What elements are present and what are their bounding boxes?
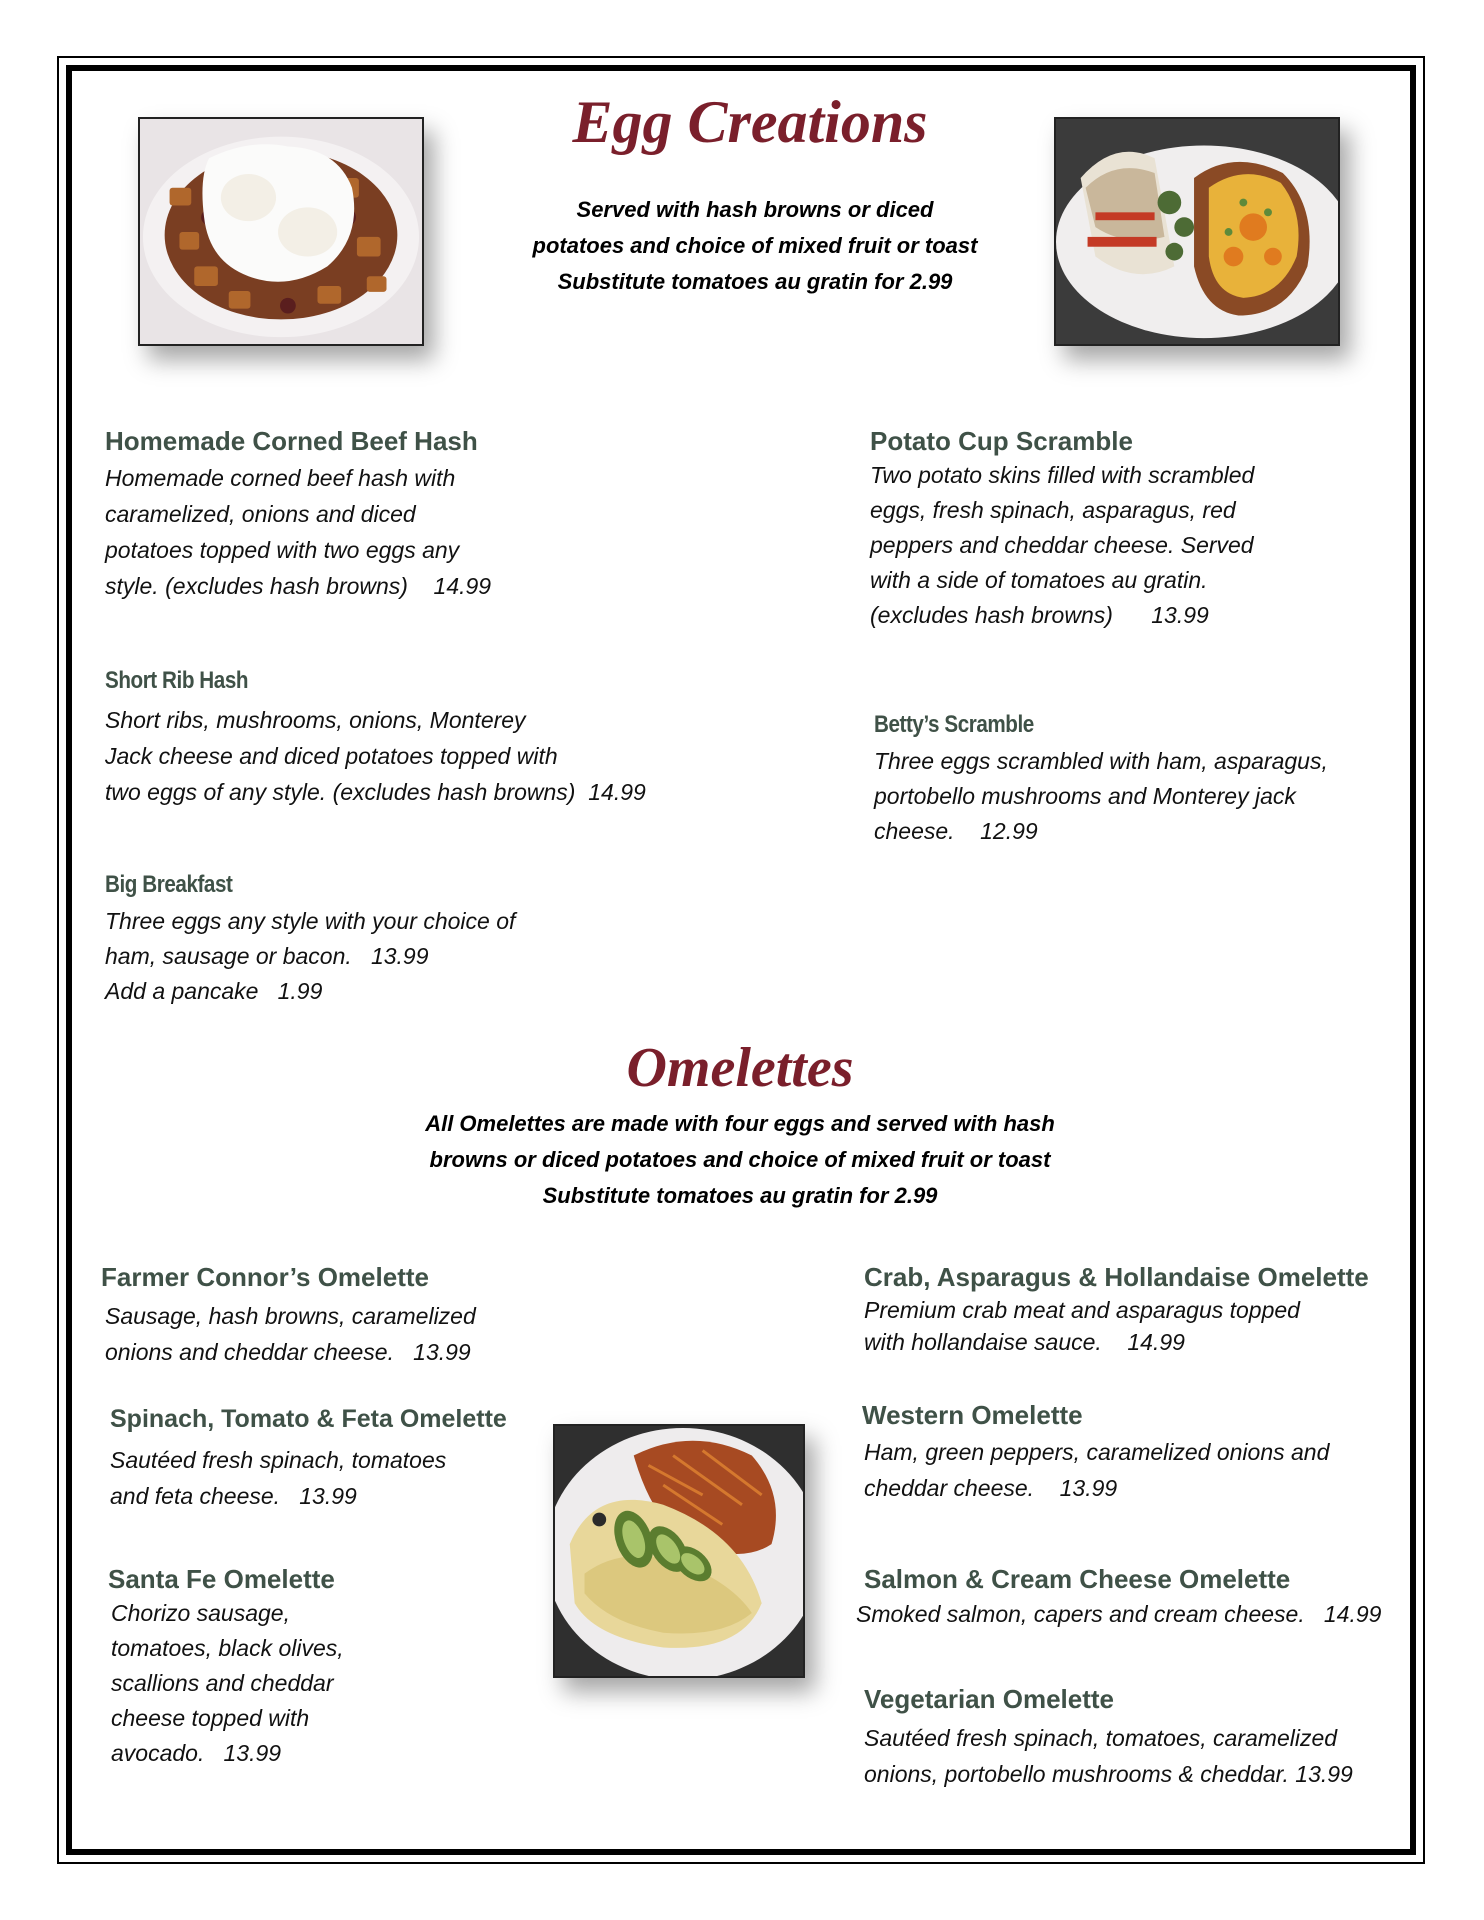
description-line: Short ribs, mushrooms, onions, Monterey: [105, 707, 526, 733]
menu-item-bettys-scramble: [874, 708, 1394, 849]
omelettes-intro: [380, 1106, 1100, 1214]
menu-item-homemade-corned-beef-hash: [105, 424, 665, 604]
menu-item-santa-fe-omelette: [108, 1562, 468, 1771]
item-description: [862, 1434, 1402, 1506]
description-line: Sausage, hash browns, caramelized: [105, 1303, 476, 1329]
item-title: Vegetarian Omelette: [864, 1684, 1114, 1714]
corned-beef-hash-photo: [138, 117, 424, 346]
menu-item-big-breakfast: [105, 868, 665, 1009]
description-line: onions and cheddar cheese. 13.99: [105, 1339, 471, 1365]
item-title: Farmer Connor’s Omelette: [101, 1262, 429, 1292]
description-line: Sautéed fresh spinach, tomatoes, caramelized: [864, 1725, 1338, 1751]
description-line: scallions and cheddar: [111, 1670, 334, 1696]
description-line: Three eggs scrambled with ham, asparagus,: [874, 748, 1328, 774]
description-line: with hollandaise sauce. 14.99: [864, 1329, 1185, 1355]
description-line: peppers and cheddar cheese. Served: [870, 532, 1254, 558]
item-description: [105, 460, 665, 604]
item-description: [110, 1442, 550, 1514]
description-line: potatoes topped with two eggs any: [105, 537, 460, 563]
description-line: (excludes hash browns) 13.99: [870, 602, 1209, 628]
item-title: Salmon & Cream Cheese Omelette: [864, 1564, 1291, 1594]
item-title: Big Breakfast: [105, 871, 233, 898]
intro-line: Substitute tomatoes au gratin for 2.99: [557, 269, 953, 294]
description-line: eggs, fresh spinach, asparagus, red: [870, 497, 1236, 523]
description-line: Homemade corned beef hash with: [105, 465, 456, 491]
item-description: [105, 904, 665, 1009]
intro-line: All Omelettes are made with four eggs and served with hash: [425, 1111, 1055, 1136]
intro-line: Substitute tomatoes au gratin for 2.99: [542, 1183, 938, 1208]
item-description: [874, 744, 1394, 849]
item-title: Spinach, Tomato & Feta Omelette: [110, 1405, 507, 1433]
description-line: caramelized, onions and diced: [105, 501, 416, 527]
description-line: ham, sausage or bacon. 13.99: [105, 943, 429, 969]
item-title: Betty’s Scramble: [874, 711, 1034, 738]
description-line: Jack cheese and diced potatoes topped with: [105, 743, 558, 769]
egg-creations-intro: [470, 192, 1040, 300]
menu-item-vegetarian-omelette: [864, 1682, 1424, 1792]
description-line: style. (excludes hash browns) 14.99: [105, 573, 492, 599]
item-description: [864, 1294, 1424, 1358]
item-description: [870, 458, 1390, 633]
description-line: and feta cheese. 13.99: [110, 1483, 357, 1509]
description-line: Three eggs any style with your choice of: [105, 908, 516, 934]
description-line: Ham, green peppers, caramelized onions and: [864, 1439, 1330, 1465]
description-line: Add a pancake 1.99: [105, 978, 323, 1004]
intro-line: potatoes and choice of mixed fruit or toast: [532, 233, 978, 258]
menu-item-potato-cup-scramble: [870, 424, 1390, 633]
item-description: [864, 1720, 1424, 1792]
item-title: Western Omelette: [862, 1400, 1083, 1430]
menu-item-farmer-connors-omelette: [101, 1260, 621, 1370]
description-line: portobello mushrooms and Monterey jack: [874, 783, 1296, 809]
intro-line: browns or diced potatoes and choice of mixed fruit or toast: [429, 1147, 1051, 1172]
omelettes-title: Omelettes: [626, 1037, 854, 1099]
item-description: [105, 702, 745, 810]
description-line: onions, portobello mushrooms & cheddar. 13.99: [864, 1761, 1353, 1787]
item-title: Crab, Asparagus & Hollandaise Omelette: [864, 1262, 1369, 1292]
menu-item-salmon-cream-cheese-omelette: [856, 1562, 1416, 1632]
menu-item-short-rib-hash: [105, 664, 745, 810]
description-line: with a side of tomatoes au gratin.: [870, 567, 1208, 593]
description-line: Two potato skins filled with scrambled: [870, 462, 1255, 488]
description-line: Premium crab meat and asparagus topped: [864, 1297, 1300, 1323]
omelette-photo: [553, 1424, 805, 1678]
item-title: Potato Cup Scramble: [870, 426, 1133, 456]
description-line: cheese. 12.99: [874, 818, 1038, 844]
description-line: Smoked salmon, capers and cream cheese. 14.99: [856, 1601, 1382, 1627]
menu-item-spinach-tomato-feta-omelette: [110, 1402, 550, 1514]
menu-item-western-omelette: [862, 1398, 1402, 1506]
description-line: cheddar cheese. 13.99: [864, 1475, 1118, 1501]
potato-cup-scramble-photo: [1054, 117, 1340, 346]
menu-item-crab-asparagus-hollandaise-omelette: [864, 1260, 1424, 1358]
item-title: Homemade Corned Beef Hash: [105, 426, 478, 456]
item-title: Short Rib Hash: [105, 667, 249, 694]
description-line: Chorizo sausage,: [111, 1600, 290, 1626]
description-line: Sautéed fresh spinach, tomatoes: [110, 1447, 447, 1473]
description-line: two eggs of any style. (excludes hash browns) 14.99: [105, 779, 646, 805]
item-description: [108, 1596, 468, 1771]
intro-line: Served with hash browns or diced: [576, 197, 934, 222]
item-description: [101, 1298, 621, 1370]
item-title: Santa Fe Omelette: [108, 1564, 335, 1594]
description-line: tomatoes, black olives,: [111, 1635, 344, 1661]
description-line: cheese topped with: [111, 1705, 310, 1731]
egg-creations-title: Egg Creations: [572, 89, 928, 155]
item-description: [856, 1596, 1416, 1632]
description-line: avocado. 13.99: [111, 1740, 282, 1766]
